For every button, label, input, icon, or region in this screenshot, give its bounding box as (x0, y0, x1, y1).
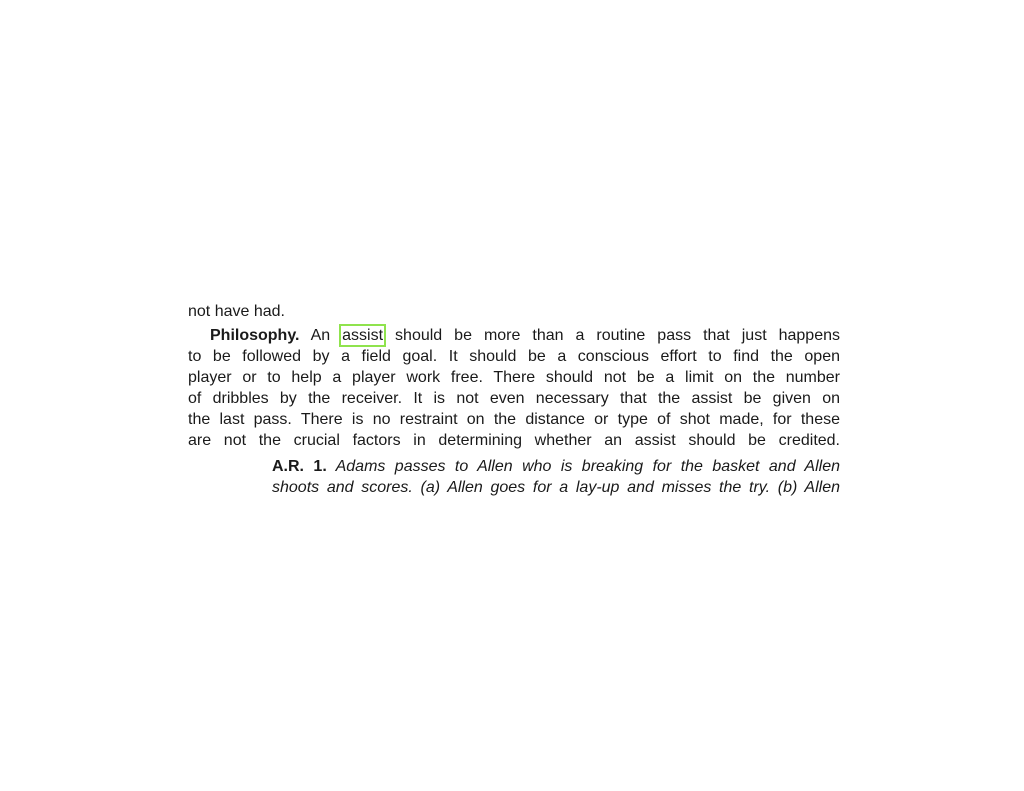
previous-paragraph-tail: not have had. (188, 303, 285, 320)
paragraph-lead: Philosophy. (210, 327, 300, 344)
philosophy-paragraph (188, 325, 840, 451)
paragraph-line (188, 325, 840, 346)
approved-ruling (272, 456, 840, 498)
ruling-line-cut: shoots and scores. (a) Allen goes for a lay-up and misses the try. (b) Allen (272, 479, 840, 496)
document-crop (186, 298, 842, 496)
paragraph-line: the last pass. There is no restraint on the distance or type of shot made, for these (188, 411, 840, 428)
ruling-text: Adams passes to Allen who is breaking for the basket and Allen (335, 458, 840, 475)
ruling-line (272, 456, 840, 477)
paragraph-line: player or to help a player work free. There should not be a limit on the number (188, 369, 840, 386)
ruling-label: A.R. 1. (272, 458, 327, 475)
highlighted-word: assist (342, 327, 384, 344)
paragraph-text: An (310, 327, 331, 344)
paragraph-line: to be followed by a field goal. It should be a conscious effort to find the open (188, 348, 840, 365)
paragraph-line: are not the crucial factors in determining whether an assist should be credited. (188, 432, 840, 449)
paragraph-text: should be more than a routine pass that just happens (395, 327, 841, 344)
paragraph-line: of dribbles by the receiver. It is not even necessary that the assist be given on (188, 390, 840, 407)
